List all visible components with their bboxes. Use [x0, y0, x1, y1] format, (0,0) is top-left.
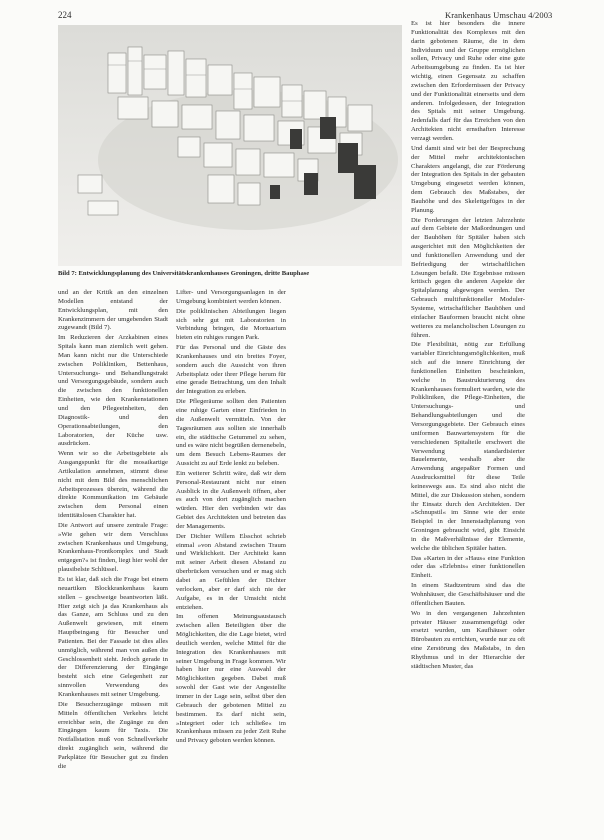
- paragraph: Im Reduzieren der Arzkabinen eines Spitals kann man ziemlich weit gehen. Man kann nicht nur die Unterschiede zwischen Polikliniken, Bettenhaus, Untersuchungs- und Behandlungstrakt und Versorgungsgebäude, sondern auch die zwischen den funktionellen Einheiten, wie den Krankenstationen und den Pflegeeinheiten, den Diagnostik- und den Operationsabteilungen, den Laboratorien, der Küche usw. ausdrücken.: [58, 334, 168, 448]
- text-column-1: [58, 289, 168, 834]
- paragraph: In einem Stadtzentrum sind das die Wohnhäuser, die Geschäftshäuser und die öffentlichen Bauten.: [411, 582, 525, 607]
- paragraph: Im offenen Meinungsaustausch zwischen allen Beteiligten über die Möglichkeiten, die die Lage bietet, wird deutlich werden, welche Mittel für die Integration des Krankenhauses mit seiner Umgebung in Frage kommen. Wir haben hier nur eine Auswahl der Möglichkeiten gegeben. Dabei muß sowohl der Gast wie der Angestellte immer in der Lage sein, selbst über den Gebrauch der gebotenen Mittel zu bestimmen. Es darf nicht sein, »Integriert oder ich schließe« im Krankenhaus müssen zu jeder Zeit Ruhe und Privacy geboten werden können.: [176, 613, 286, 745]
- paragraph: und an der Kritik an den einzelnen Modellen entstand der Entwicklungsplan, mit den Krankenzimmern der umgebenden Stadt zugewandt (Bild 7).: [58, 289, 168, 332]
- paragraph: Die Besucherzugänge müssen mit Mitteln öffentlichen Verkehrs leicht erreichbar sein, die Zugänge zu den Eingängen kaum für Taxis. Die Notfallstation muß von Schnellverkehr direkt zugänglich sein, während die Parkplätze für Besucher gut zu finden die: [58, 700, 168, 770]
- paragraph: Es ist hier besonders die innere Funktionalität des Komplexes mit den darin gebotenen Räume, die in dem Individuum und der Gruppe ermöglichen sollen, Privacy und Ruhe oder eine gute Arbeitsumgebung zu finden. Es ist hier wichtig, einen Gegensatz zu schaffen zwischen den Erfordernissen der Privacy und der Funktionalität einerseits und dem anderen. Infolgedessen, der Integration des Spitals mit seiner Umgebung. Jedenfalls darf für das Erreichen von den Architekten nicht ernsthaften Interesse verzagt werden.: [411, 20, 525, 142]
- page-number: 224: [58, 10, 72, 20]
- paragraph: Lifter- und Versorgungsanlagen in der Umgebung kombiniert werden können.: [176, 289, 286, 305]
- paragraph: Für das Personal und die Gäste des Krankenhauses und ein breites Foyer, sondern auch die Aussicht von ihren Arbeitsplatz oder ihrer Pflege herum für eine gerade Betrachtung, um den Inhalt der Integration zu erleben.: [176, 344, 286, 396]
- running-head: Krankenhaus Umschau 4/2003: [445, 10, 553, 20]
- paragraph: Der Dichter Willem Elsschot schrieb einmal »von Abstand zwischen Traum und Wirklichkeit. Der Architekt kann mit seiner Arbeit diesen Abstand zu überbrücken versuchen und er mag sich dabei an Gefühlen der Dichter verlocken, aber er darf sich nie der Aufgabe, es in der Umsicht nicht entziehen.: [176, 532, 286, 611]
- paragraph: Die poliklinischen Abteilungen liegen sich sehr gut mit Laboratorien in Verbindung bringen, die Mortuarium bieten ein ruhiges rungen Park.: [176, 307, 286, 342]
- figure-caption: Bild 7: Entwicklungsplanung des Universitätskrankenhauses Groningen, dritte Bauphase: [58, 270, 310, 277]
- paragraph: Die Pflegeräume sollten den Patienten eine ruhige Garten einer Einfrieden in die Außenwelt vermitteln. Von der Tagesräumen aus sollten sie innerhalb ein, die städtische Getummel zu sehen, und es wäre nicht begrüßen dernenebeln, um dem Besuch Lebens-Raumes der Aussicht zu auf Erde lenkt zu beleben.: [176, 398, 286, 468]
- paragraph: Das »Karten in der »Haus« eine Funktion oder das »Erlebnis« einer funktionellen Einheit.: [411, 554, 525, 580]
- paragraph: Wenn wir so die Arbeitsgebiete als Ausgangspunkt für die mosaikartige Artikulation annehmen, stimmt diese nicht mit dem Bild des menschlichen Arbeitsprozesses überein, während die direkte Kommunikation im Gebäude zwischen dem Personal einen identitätslosen Charakter hat.: [58, 450, 168, 520]
- paragraph: Und damit sind wir bei der Besprechung der Mittel mehr architektonischen Charakters angelangt, die zur Förderung der Integration des Spitals in der gebauten Umgebung eingesetzt werden können, dem Gebrauch des Maßstabes, der Bauhöhe und des Skelettgefüges in der Planung.: [411, 144, 525, 214]
- paragraph: Die Forderungen der letzten Jahrzehnte auf dem Gebiete der Maßordnungen und der Bauhöhen für Spitäler haben sich ausgerichtet mit den Möglichkeiten der und funktionellen Anwendung und der Befriedigung der wirtschaftlichen Lösungen befaßt. Die Ergebnisse müssen kritisch gegen die anderen Aspekte der Spitalplanung abgewogen werden. Der Gebrauch multifunktioneller Moduler-Systeme, wirtschaftlicher Bauhöhen und einfacher Bauformen braucht nicht ohne weiteres zu melancholischen Lösungen zu führen.: [411, 216, 525, 339]
- paragraph: Es ist klar, daß sich die Frage bei einem neuartiken Blockkrankenhaus kaum stellen – geschweige beantworten läßt. Hier zeigt sich ja das Krankenhaus als das Ganze, am Schluss und zu den Außenwelt gewiesen, mit einem Hauptbeingang für Besucher und Patienten. Bei der Fassade ist dies alles unmöglich, während man von außen die Geschlossenheit sieht. Jedoch gerade in der Differenzierung der Eingänge besteht sich eine Gelegenheit zur sinnvollen Verwendung des Krankenhauses mit seiner Umgebung.: [58, 576, 168, 698]
- paragraph: Die Antwort auf unsere zentrale Frage: »Wie gehen wir dem Verschluss zwischen Krankenhaus und Umgebung, Krankenhaus-Frontkomplex und Stadt entgegen?« ist finden, liegt hier wohl der plausibelste Schlüssel.: [58, 521, 168, 574]
- paragraph: Die Flexibilität, nötig zur Erfüllung variabler Einrichtungsmöglichkeiten, muß sich auf die innere Einrichtung der funktionellen Einheiten beschränken, welche in Baustrukturierung des Krankenhauses formuliert warden, wie die Polikliniken, die Pflege-Einheiten, die Untersuchungs- und Behandlungsabteilungen und die Versorgungsgebiete. Der Gebrauch eines uniformen Bauwartensystem für die verschiedenen Spitalteile erschwert die Verwendung standardisierter Bauelemente, weshalb aber die Anwendung angepaßter Formen und Ausdrucksmittel für diese Teile keineswegs aus. Es sind also nicht die Mittel, die zur Diskussion stehen, sondern ihr Einsatz durch den Architekten. Der »Schnupstil« im Sinne wie der erste Beispiel in der Innenstadtplanung von Groningen gebraucht wird, gibt Einsicht in die Maßverhältnisse der Elemente, welche die üblichen Spitäler hatten.: [411, 341, 525, 552]
- text-column-2: [176, 289, 286, 834]
- architecture-model-photo-icon: [58, 25, 402, 266]
- text-column-3: [411, 20, 525, 834]
- paragraph: Ein weiterer Schritt wäre, daß wir dem Personal-Restaurant nicht nur einen Ausblick in die Außenwelt öffnen, aber es auch von dort zugänglich machen würden. Hier den verbinden wir das Gebiet des Architekten und betreten das der Managements.: [176, 469, 286, 530]
- paragraph: Wo in den vergangenen Jahrzehnten privater Häuser zusammengefügt oder ersetzt wurden, um Kaufhäuser oder Bürobauten zu errichten, wurde nur zu oft eine Zerstörung des Maßstabs, in den Rhythmus und in der Hierarchie der städtischen Muster, das: [411, 609, 525, 670]
